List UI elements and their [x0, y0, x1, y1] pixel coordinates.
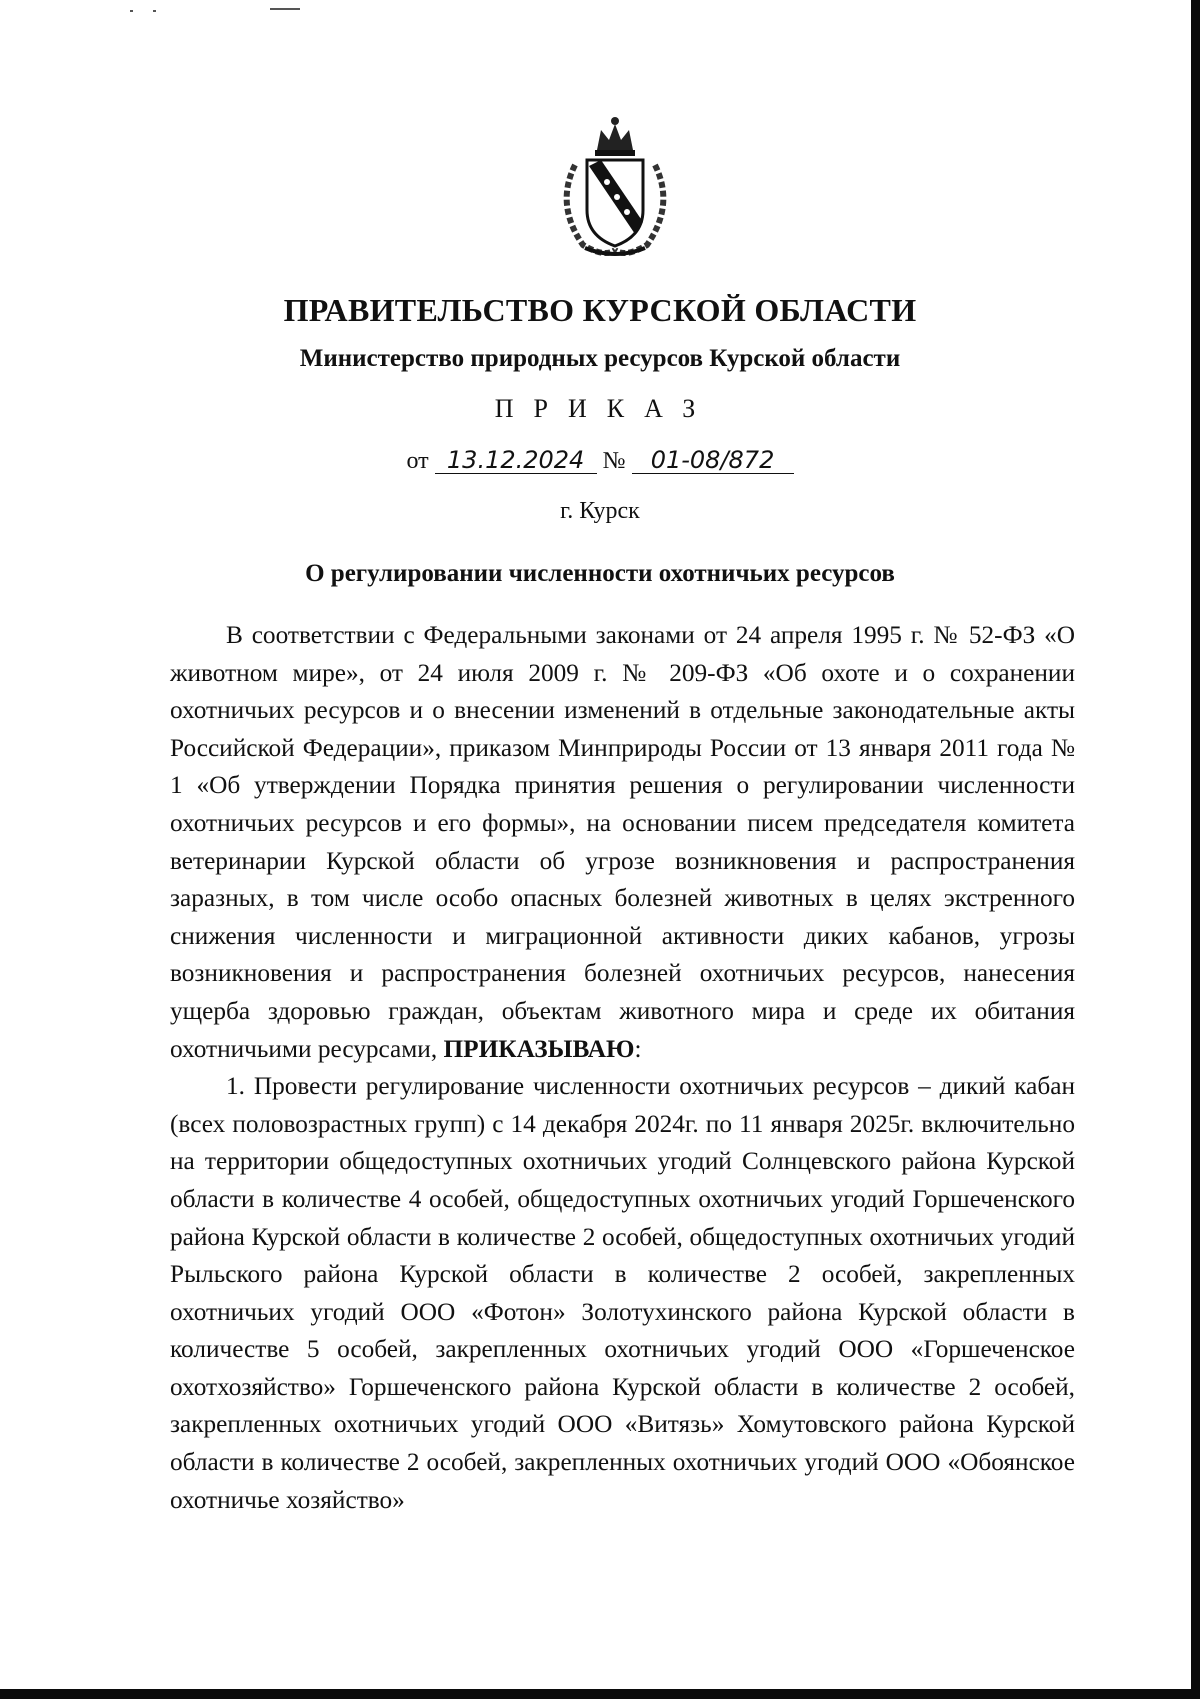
scan-border-right	[1191, 0, 1200, 1699]
command-suffix: :	[634, 1034, 642, 1063]
order-item-1: 1. Провести регулирование численности охотничьих ресурсов – дикий кабан (всех половозрастных групп) с 14 декабря 2024г. по 11 января 2025г. включительно на территории общедоступных охотничьих угодий Солнцевского района Курской области в количестве 4 особей, общедоступных охотничьих угодий Горшеченского района Курской области в количестве 2 особей, общедоступных охотничьих угодий Рыльского района Курской области в количестве 2 особей, закрепленных охотничьих угодий ООО «Фотон» Золотухинского района Курской области в количестве 5 особей, закрепленных охотничьих угодий ООО «Горшеченское охотхозяйство» Горшеченского района Курской области в количестве 2 особей, закрепленных охотничьих угодий ООО «Витязь» Хомутовского района Курской области в количестве 2 особей, закрепленных охотничьих угодий ООО «Обоянское охотничье хозяйство»	[170, 1072, 1075, 1514]
command-word: ПРИКАЗЫВАЮ	[443, 1034, 635, 1063]
city: г. Курск	[560, 498, 640, 524]
scan-border-bottom	[0, 1689, 1200, 1699]
order-date-number-line	[0, 447, 1200, 475]
document-type: ПРИКАЗ	[494, 394, 716, 423]
preamble-paragraph	[170, 617, 1075, 1068]
scan-speck	[130, 10, 133, 12]
scan-speck	[270, 8, 300, 10]
government-title: ПРАВИТЕЛЬСТВО КУРСКОЙ ОБЛАСТИ	[283, 292, 917, 328]
handwritten-date: 13.12.2024	[435, 447, 597, 474]
scan-speck	[153, 10, 156, 12]
handwritten-order-number: 01-08/872	[632, 447, 794, 474]
number-prefix: №	[602, 448, 626, 474]
ministry-name: Министерство природных ресурсов Курской области	[299, 345, 901, 372]
order-subject: О регулировании численности охотничьих ресурсов	[305, 560, 895, 587]
order-body	[170, 617, 1075, 1519]
coat-of-arms-emblem	[545, 110, 685, 260]
date-prefix: от	[406, 448, 429, 474]
preamble-text: В соответствии с Федеральными законами от 24 апреля 1995 г. № 52-ФЗ «О животном мире», от 24 июля 2009 г. № 209-ФЗ «Об охоте и о сохранении охотничьих ресурсов и о внесении изменений в отдельные законодательные акты Российской Федерации», приказом Минприроды России от 13 января 2011 года № 1 «Об утверждении Порядка принятия решения о регулировании численности охотничьих ресурсов и его формы», на основании писем председателя комитета ветеринарии Курской области об угрозе возникновения и распространения заразных, в том числе особо опасных болезней животных в целях экстренного снижения численности и миграционной активности диких кабанов, угрозы возникновения и распространения болезней охотничьих ресурсов, нанесения ущерба здоровью граждан, объектам животного мира и среде их обитания охотничьими ресурсами,	[170, 621, 1075, 1063]
